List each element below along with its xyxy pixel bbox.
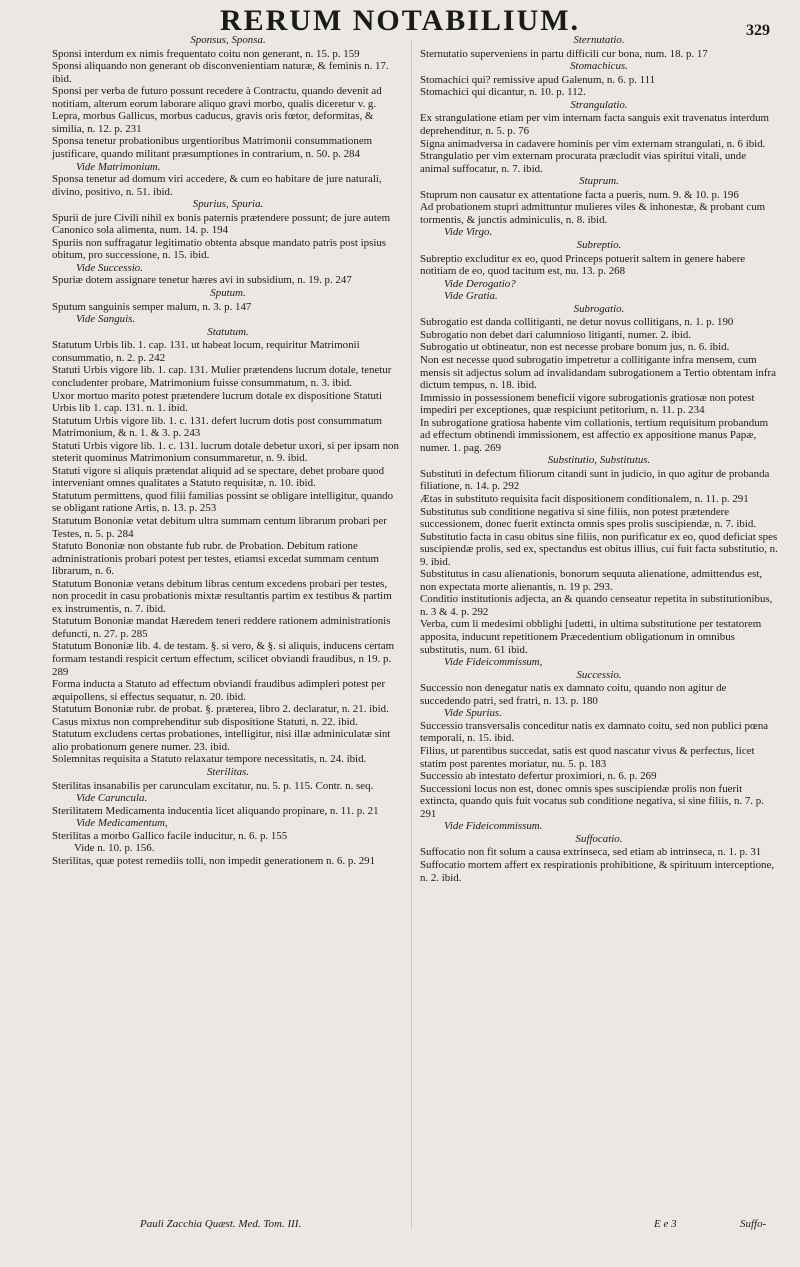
index-entry: Statutum Bononiæ vetat debitum ultra summam centum librarum probari per Testes, n. 5. p. 284	[52, 514, 387, 540]
index-entry: Statutum permittens, quod filii familias possint se obligare intelligitur, quando se obligant ratione Artis, n. 13. p. 253	[52, 489, 394, 515]
index-column-right	[420, 34, 778, 884]
index-entry: Sterilitas a morbo Gallico facile inducitur, n. 6. p. 155	[52, 829, 288, 842]
index-entry: Statutum Bononiæ lib. 4. de testam. §. si vero, & §. si aliquis, inducens certam formam testandi respicit certum effectum, scilicet obviandi fraudibus, n 19. p. 289	[52, 640, 395, 678]
index-heading: Subreptio.	[576, 238, 622, 251]
index-entry: Successio non denegatur natis ex damnato coitu, quando non agitur de succedendo patri, sed fratri, n. 13. p. 180	[420, 682, 727, 707]
cross-reference: Vide Caruncula.	[76, 792, 148, 805]
index-entry: Substitutio facta in casu obitus sine filiis, non purificatur ex eo, quod deficiat spes suscipiendæ prolis, sed ex, spectandus est obitus illius, cui fuit facta substitutio, n. 9. ibid.	[420, 530, 778, 568]
index-entry: Signa animadversa in cadavere hominis per vim externam strangulati, n. 6 ibid.	[420, 137, 766, 150]
index-entry: Successio ab intestato defertur proximiori, n. 6. p. 269	[420, 770, 657, 783]
index-entry: Sponsi interdum ex nimis frequentato coitu non generant, n. 15. p. 159	[52, 47, 360, 60]
index-entry: Statutum excludens certas probationes, intelligitur, nisi illæ adminiculatæ sint alio probationum genere numer. 23. ibid.	[52, 728, 391, 753]
cross-reference: Vide Fideicommissum,	[444, 656, 543, 669]
index-entry: Ex strangulatione etiam per vim internam facta sanguis exit travenatus interdum deprehenditur, n. 5. p. 76	[420, 112, 769, 137]
index-entry: Vide n. 10. p. 156.	[74, 842, 155, 855]
cross-reference: Vide Sanguis.	[76, 313, 136, 326]
index-entry: Sterilitas insanabilis per carunculam excitatur, nu. 5. p. 115. Contr. n. seq.	[52, 779, 374, 792]
index-entry: Verba, cum li medesimi obblighi [udetti, in ultima substitutione per testatorem apposita, inducunt repetitionem Præcedentium obligationum in omnibus substitutis, num. 61 ibid.	[420, 618, 762, 656]
cross-reference: Vide Gratia.	[444, 290, 498, 303]
index-entry: Statuti Urbis vigore lib. 1. cap. 131. Mulier prætendens lucrum dotale, tenetur concludenter probare, Matrimonium fuisse consummatum, n. 3. ibid.	[52, 364, 392, 389]
index-entry: Casus mixtus non comprehenditur sub dispositione Statuti, n. 22. ibid.	[52, 715, 358, 728]
index-entry: Ad probationem stupri admittuntur mulieres viles & inhonestæ, & probant cum tormentis, & junctis adminiculis, n. 8. ibid.	[420, 201, 766, 226]
cross-reference: Vide Matrimonium.	[76, 160, 161, 173]
index-entry: Statuti Urbis vigore lib. 1. c. 131. lucrum dotale debetur uxori, si per ipsam non steterit quominus Matrimonium consummaretur, n. 9. ibid.	[52, 439, 399, 465]
index-entry: Statutum Urbis vigore lib. 1. c. 131. defert lucrum dotis post consummatum Matrimonium, & n. 1. & 3. p. 243	[52, 414, 383, 440]
index-entry: Statutum Bononiæ mandat Hæredem teneri reddere rationem administrationis defuncti, n. 27. p. 285	[52, 615, 391, 640]
index-entry: Forma inducta a Statuto ad effectum obviandi fraudibus adimpleri potest per æquipollens, si effectus sequatur, n. 20. ibid.	[52, 678, 386, 703]
index-heading: Stomachicus.	[570, 60, 628, 73]
page-number: 329	[746, 22, 770, 39]
index-entry: Stomachici qui dicantur, n. 10. p. 112.	[420, 86, 586, 99]
cross-reference: Vide Spurius.	[444, 707, 502, 720]
signature-mark: E e 3	[654, 1218, 677, 1230]
index-entry: Stuprum non causatur ex attentatione facta a pueris, num. 9. & 10. p. 196	[420, 188, 739, 201]
index-entry: Statuti vigore si aliquis prætendat aliquid ad se spectare, debet probare quod interveniant omnes qualitates a Statuto requisitæ, n. 10. ibid.	[52, 464, 385, 490]
index-entry: Stomachici qui? remissive apud Galenum, n. 6. p. 111	[420, 73, 656, 86]
index-heading: Sterilitas.	[206, 765, 250, 778]
index-entry: Solemnitas requisita a Statuto relaxatur tempore necessitatis, n. 24. ibid.	[52, 753, 367, 766]
cross-reference: Vide Fideicommissum.	[444, 820, 543, 833]
index-entry: Subrogatio ut obtineatur, non est necesse probare bonum jus, n. 6. ibid.	[420, 341, 730, 354]
index-entry: Successio transversalis conceditur natis ex damnato coitu, sed non publici pœna temporali, n. 15. ibid.	[420, 719, 769, 745]
index-entry: Sponsi aliquando non generant ob disconvenientiam naturæ, & feminis n. 17. ibid.	[52, 60, 389, 85]
index-entry: Sternutatio superveniens in partu difficili cur bona, num. 18. p. 17	[420, 47, 708, 60]
index-entry: Spuriæ dotem assignare tenetur hæres avi in subsidium, n. 19. p. 247	[52, 274, 352, 287]
index-entry: Ætas in substituto requisita facit dispositionem conditionalem, n. 11. p. 291	[420, 493, 749, 506]
index-entry: Suffocatio non fit solum a causa extrinseca, sed etiam ab intrinseca, n. 1. p. 31	[420, 846, 762, 859]
index-entry: Sponsa tenetur probationibus urgentioribus Matrimonii consummationem justificare, quando militant præsumptiones in contrarium, n. 50. p. 284	[52, 135, 373, 160]
index-entry: Sterilitatem Medicamenta inducentia licet aliquando propinare, n. 11. p. 21	[52, 804, 379, 817]
column-divider	[411, 40, 412, 1230]
index-entry: Sponsi per verba de futuro possunt recedere à Contractu, quando devenit ad notitiam, alterum eorum laborare aliquo gravi morbo, qualis diceretur v. g. Lepra, morbus Gallicus, morbus caducus, gravis oris fœtor, deformitas, & similia, n. 12. p. 231	[52, 85, 382, 135]
cross-reference: Vide Virgo.	[444, 226, 493, 239]
index-entry: Conditio institutionis adjecta, an & quando censeatur repetita in substitutionibus, n. 3 & 4. p. 292	[420, 593, 773, 618]
running-title: RERUM NOTABILIUM.	[219, 4, 581, 37]
index-entry: Immissio in possessionem beneficii vigore subrogationis gratiosæ non potest impediri per exceptiones, quæ respiciunt petitorium, n. 11. p. 234	[420, 391, 755, 417]
index-entry: Sterilitas, quæ potest remediis tolli, non impedit generationem n. 6. p. 291	[52, 854, 376, 867]
index-entry: Sputum sanguinis semper malum, n. 3. p. 147	[52, 300, 252, 313]
index-entry: Substituti in defectum filiorum citandi sunt in judicio, in quo agitur de probanda filiatione, n. 14. p. 292	[420, 467, 770, 493]
index-heading: Substitutio, Substitutus.	[547, 454, 651, 467]
index-entry: Substitutus sub conditione negativa si sine filiis, non potest prætendere successionem, donec fuerit extincta omnis spes prolis suscipiendæ, n. 7. ibid.	[420, 505, 757, 531]
index-heading: Successio.	[576, 668, 622, 681]
index-entry: Statutum Urbis lib. 1. cap. 131. ut habeat locum, requiritur Matrimonii consummatio, n. 2. p. 242	[52, 339, 360, 364]
index-entry: Uxor mortuo marito potest prætendere lucrum dotale ex dispositione Statuti Urbis lib 1. cap. 131. n. 1. ibid.	[52, 389, 382, 415]
index-entry: Successioni locus non est, donec omnis spes suscipiendæ prolis non fuerit extincta, quando quis fuit vocatus sub conditione negativa, si sine filiis, n. 7. p. 291	[420, 782, 764, 820]
cross-reference: Vide Medicamentum,	[76, 817, 168, 830]
index-heading: Sputum.	[210, 287, 246, 300]
index-heading: Strangulatio.	[570, 98, 628, 111]
index-entry: Spuriis non suffragatur legitimatio obtenta absque mandato patris post ipsius obitum, pro successione, n. 15. ibid.	[52, 236, 387, 262]
index-entry: Suffocatio mortem affert ex respirationis prohibitione, & spirituum interceptione, n. 2. ibid.	[420, 858, 775, 884]
index-entry: Statutum Bononiæ rubr. de probat. §. præterea, libro 2. declaratur, n. 21. ibid.	[52, 703, 389, 716]
index-entry: Strangulatio per vim externam procurata præcludit vias spiritui vitali, unde animal suffocatur, n. 7. ibid.	[420, 150, 747, 175]
index-heading: Stuprum.	[579, 175, 619, 188]
index-entry: In subrogatione gratiosa habente vim collationis, tertium requisitum probandum ad effectum obtinendi immissionem, est affectio ex appositione manus Papæ, numer. 1. pag. 269	[420, 416, 769, 454]
index-entry: Subrogatio non debet dari calumnioso litiganti, numer. 2. ibid.	[420, 328, 692, 341]
footer-title: Pauli Zacchia Quæst. Med. Tom. III.	[140, 1218, 302, 1230]
index-entry: Non est necesse quod subrogatio impetretur a collitigante infra mensem, cum mensis sit adjectus solum ad invalidandam subrogationem a Tertio obtentam infra dictum tempus, n. 18. ibid.	[420, 353, 776, 392]
index-heading: Subrogatio.	[573, 302, 625, 315]
cross-reference: Vide Successio.	[76, 261, 143, 274]
index-heading: Spurius, Spuria.	[192, 198, 264, 211]
index-heading: Suffocatio.	[575, 832, 623, 845]
index-entry: Subrogatio est danda collitiganti, ne detur novus collitigans, n. 1. p. 190	[420, 316, 734, 329]
index-entry: Substitutus in casu alienationis, bonorum sequuta alienatione, admittendus est, non expectata morte alienantis, n. 19 p. 293.	[420, 568, 763, 593]
index-heading: Statutum.	[207, 325, 249, 338]
index-entry: Statuto Bononiæ non obstante fub rubr. de Probation. Debitum ratione administrationis probari potest per testes, etiamsi excedat summam centum librarum, n. 6.	[52, 540, 379, 578]
index-heading: Sponsus, Sponsa.	[190, 34, 266, 46]
index-entry: Statutum Bononiæ vetans debitum libras centum excedens probari per testes, non procedit in casu probationis mixtæ resultantis partim ex testibus & partim ex instrumentis, n. 7. ibid.	[52, 577, 392, 615]
index-entry: Spurii de jure Civili nihil ex bonis paternis prætendere possunt; de jure autem Canonico sola alimenta, num. 14. p. 194	[52, 211, 391, 237]
index-entry: Subreptio excluditur ex eo, quod Princeps potuerit saltem in genere habere notitiam de eo, quod tacitum est, nu. 13. p. 268	[420, 252, 746, 278]
index-entry: Sponsa tenetur ad domum viri accedere, & cum eo habitare de jure naturali, divino, positivo, n. 51. ibid.	[52, 173, 382, 198]
index-entry: Filius, ut parentibus succedat, satis est quod nascatur vivus & perfectus, licet statim post parentes moriatur, nu. 5. p. 183	[420, 745, 755, 770]
index-column-left	[52, 34, 404, 867]
catchword: Suffo-	[740, 1218, 767, 1230]
cross-reference: Vide Derogatio?	[444, 277, 516, 290]
index-heading: Sternutatio.	[573, 34, 625, 46]
